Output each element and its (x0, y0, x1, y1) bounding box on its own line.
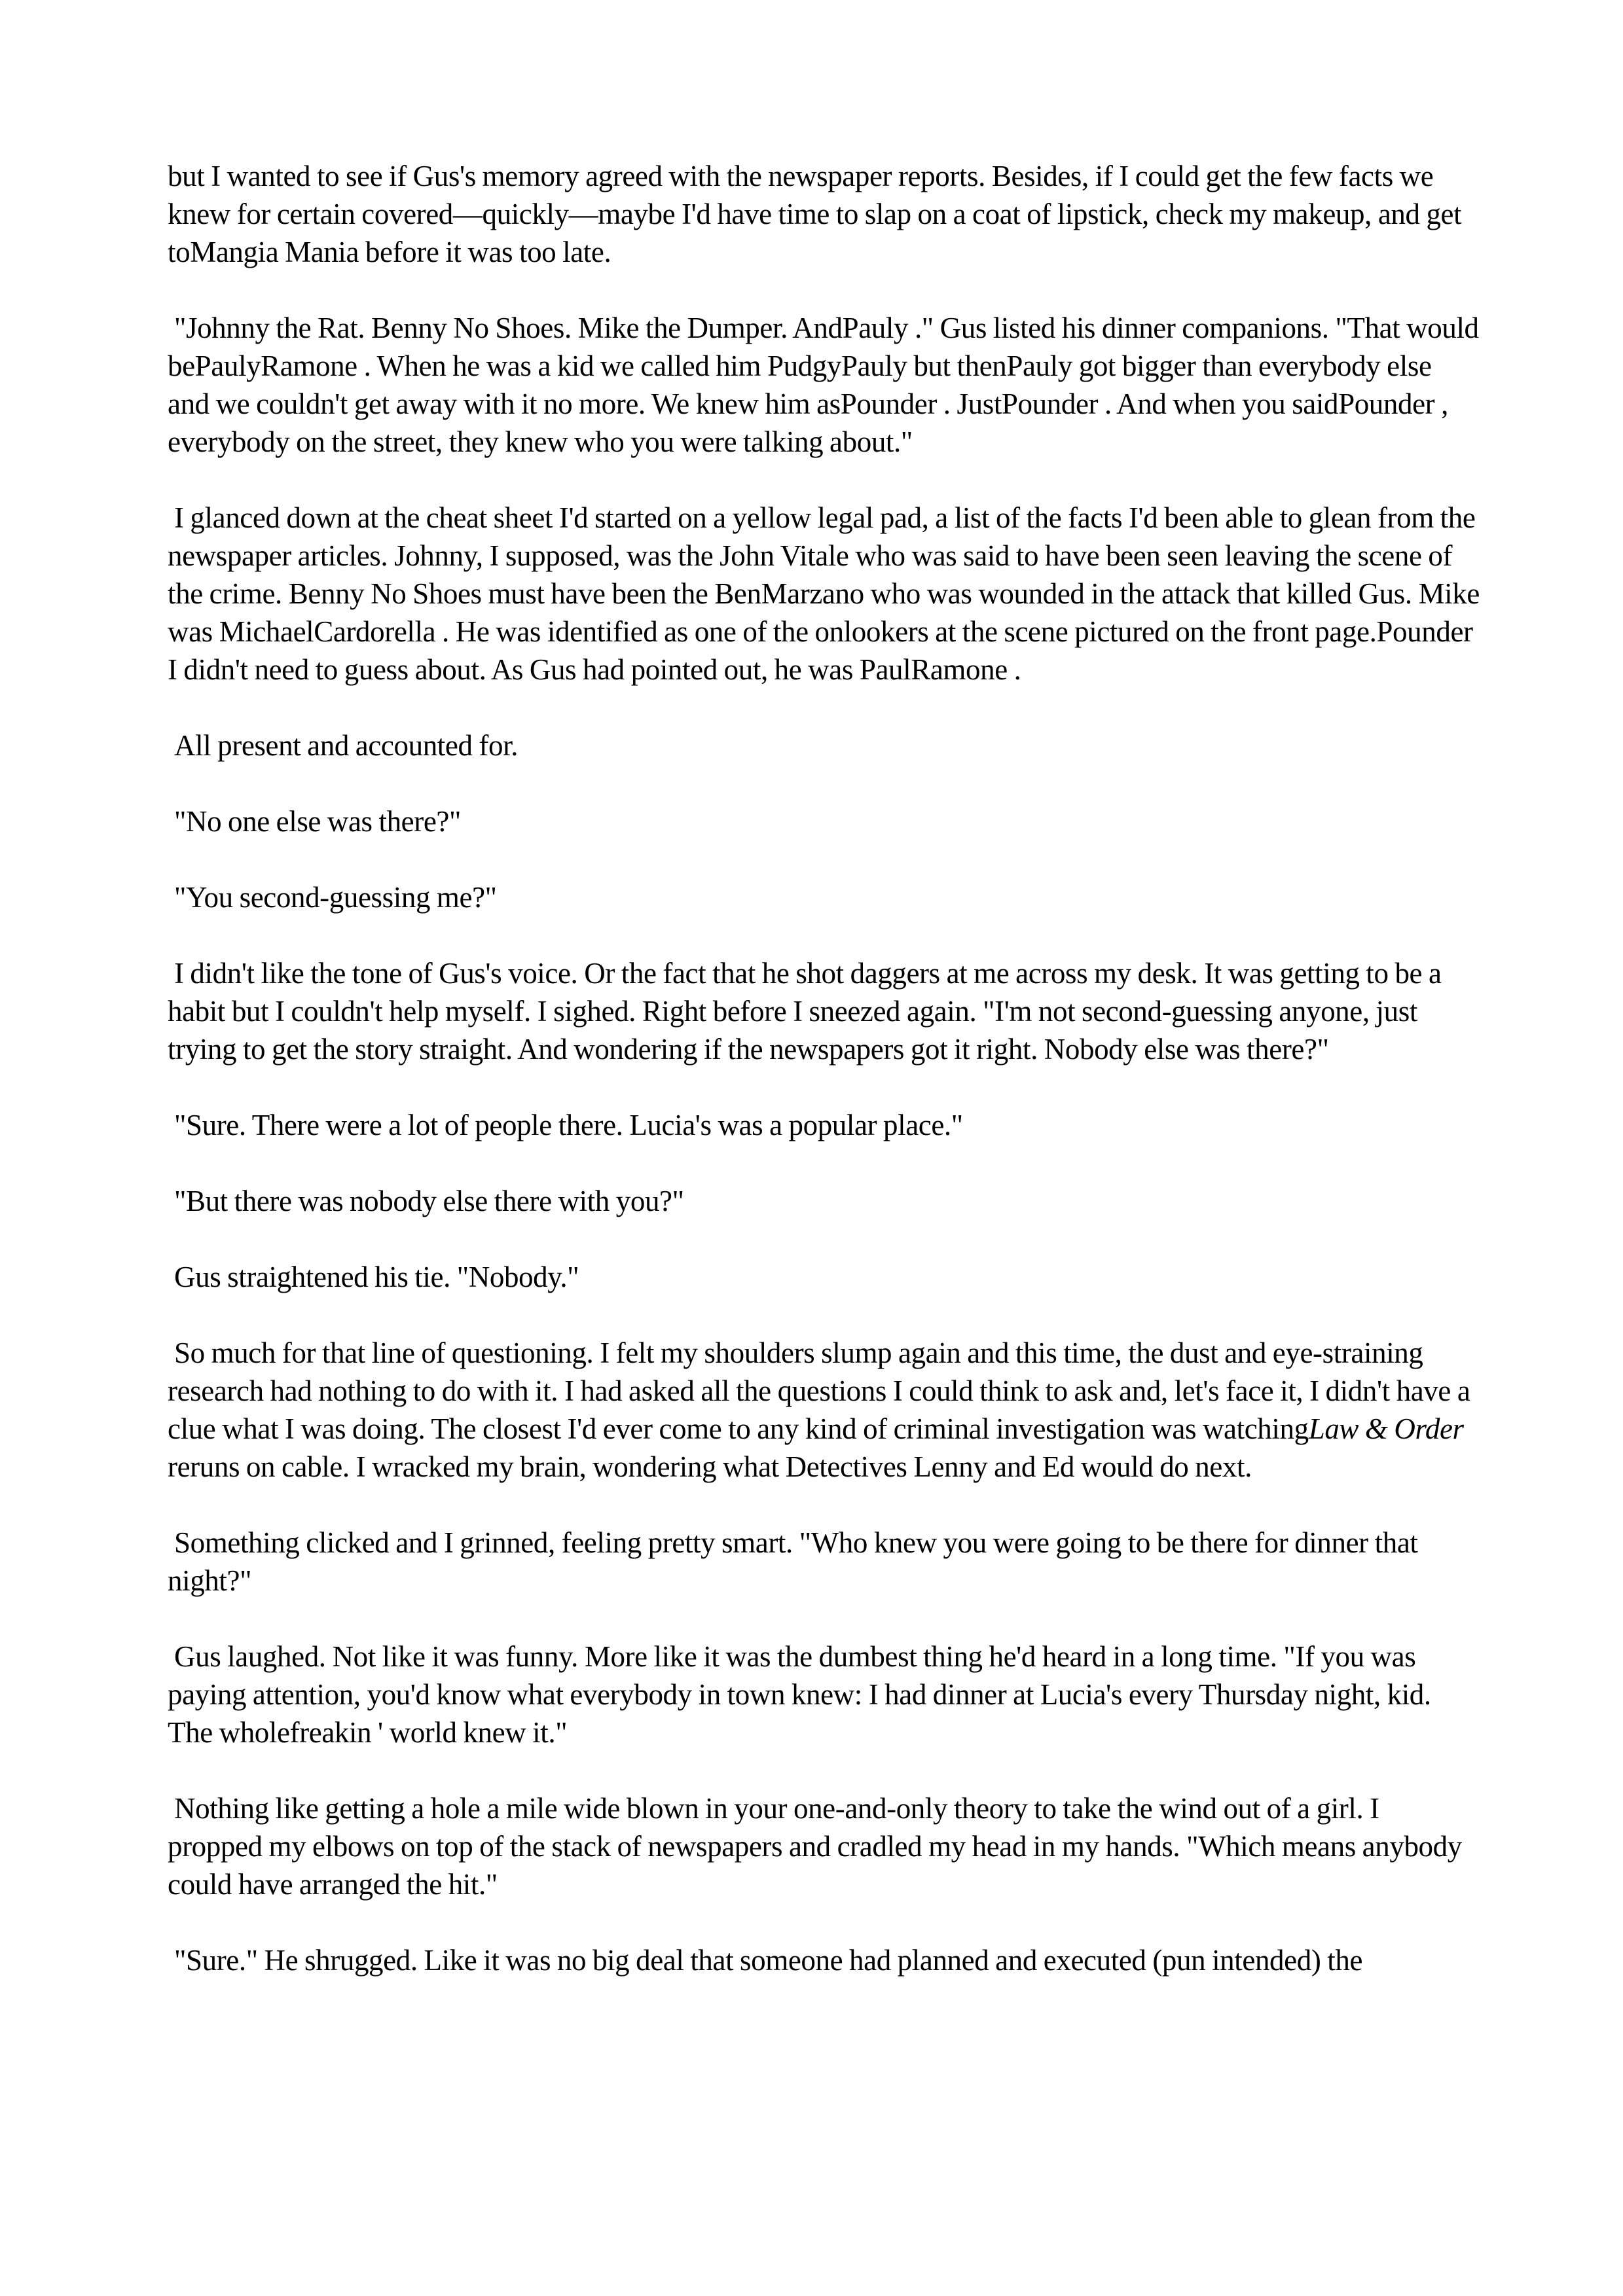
paragraph-12: Something clicked and I grinned, feeling pretty smart. "Who knew you were going to be there for dinner that night?" (168, 1526, 1418, 1597)
paragraph-11 (168, 1334, 1480, 1486)
paragraph-10: Gus straightened his tie. "Nobody." (174, 1261, 579, 1293)
paragraph-7: I didn't like the tone of Gus's voice. Or the fact that he shot daggers at me across my desk. It was getting to be a habit but I couldn't help myself. I sighed. Right before I sneezed again. "I'm not second-guessing anyone, just trying to get the story straight. And wondering if the newspapers got it right. Nobody else was there?" (168, 957, 1442, 1066)
paragraph-2: "Johnny the Rat. Benny No Shoes. Mike the Dumper. AndPauly ." Gus listed his dinner companions. "That would bePaulyRamone . When he was a kid we called him PudgyPauly but thenPauly got bigger than everybody else and we couldn't get away with it no more. We knew him asPounder . JustPounder . And when you saidPounder , everybody on the street, they knew who you were talking about." (168, 312, 1479, 458)
paragraph-11-text-after: reruns on cable. I wracked my brain, wondering what Detectives Lenny and Ed would do next. (168, 1450, 1252, 1483)
paragraph-4: All present and accounted for. (174, 729, 519, 762)
paragraph-6: "You second-guessing me?" (174, 881, 497, 914)
paragraph-13: Gus laughed. Not like it was funny. More like it was the dumbest thing he'd heard in a long time. "If you was paying attention, you'd know what everybody in town knew: I had dinner at Lucia's every Thursday night, kid. The wholefreakin ' world knew it." (168, 1640, 1431, 1749)
show-title-italic: Law & Order (1308, 1412, 1464, 1445)
paragraph-5: "No one else was there?" (174, 805, 461, 838)
body-text (168, 157, 1480, 1979)
paragraph-14: Nothing like getting a hole a mile wide blown in your one-and-only theory to take the wind out of a girl. I propped my elbows on top of the stack of newspapers and cradled my head in my hands. "Which means anybody could have arranged the hit." (168, 1792, 1462, 1901)
paragraph-8: "Sure. There were a lot of people there. Lucia's was a popular place." (174, 1109, 963, 1141)
paragraph-3: I glanced down at the cheat sheet I'd started on a yellow legal pad, a list of the facts I'd been able to glean from the newspaper articles. Johnny, I supposed, was the John Vitale who was said to have been seen leaving the scene of the crime. Benny No Shoes must have been the BenMarzano who was wounded in the attack that killed Gus. Mike was MichaelCardorella . He was identified as one of the onlookers at the scene pictured on the front page.Pounder I didn't need to guess about. As Gus had pointed out, he was PaulRamone . (168, 501, 1480, 686)
paragraph-11-text-before: So much for that line of questioning. I felt my shoulders slump again and this time, the dust and eye-straining research had nothing to do with it. I had asked all the questions I could think to ask and, let's face it, I didn't have a clue what I was doing. The closest I'd ever come to any kind of criminal investigation was watching (168, 1336, 1470, 1445)
paragraph-1: but I wanted to see if Gus's memory agreed with the newspaper reports. Besides, if I could get the few facts we knew for certain covered—quickly—maybe I'd have time to slap on a coat of lipstick, check my makeup, and get toMangia Mania before it was too late. (168, 160, 1462, 268)
paragraph-15: "Sure." He shrugged. Like it was no big deal that someone had planned and executed (pun intended) the (174, 1944, 1363, 1977)
paragraph-9: "But there was nobody else there with you?" (174, 1185, 684, 1217)
